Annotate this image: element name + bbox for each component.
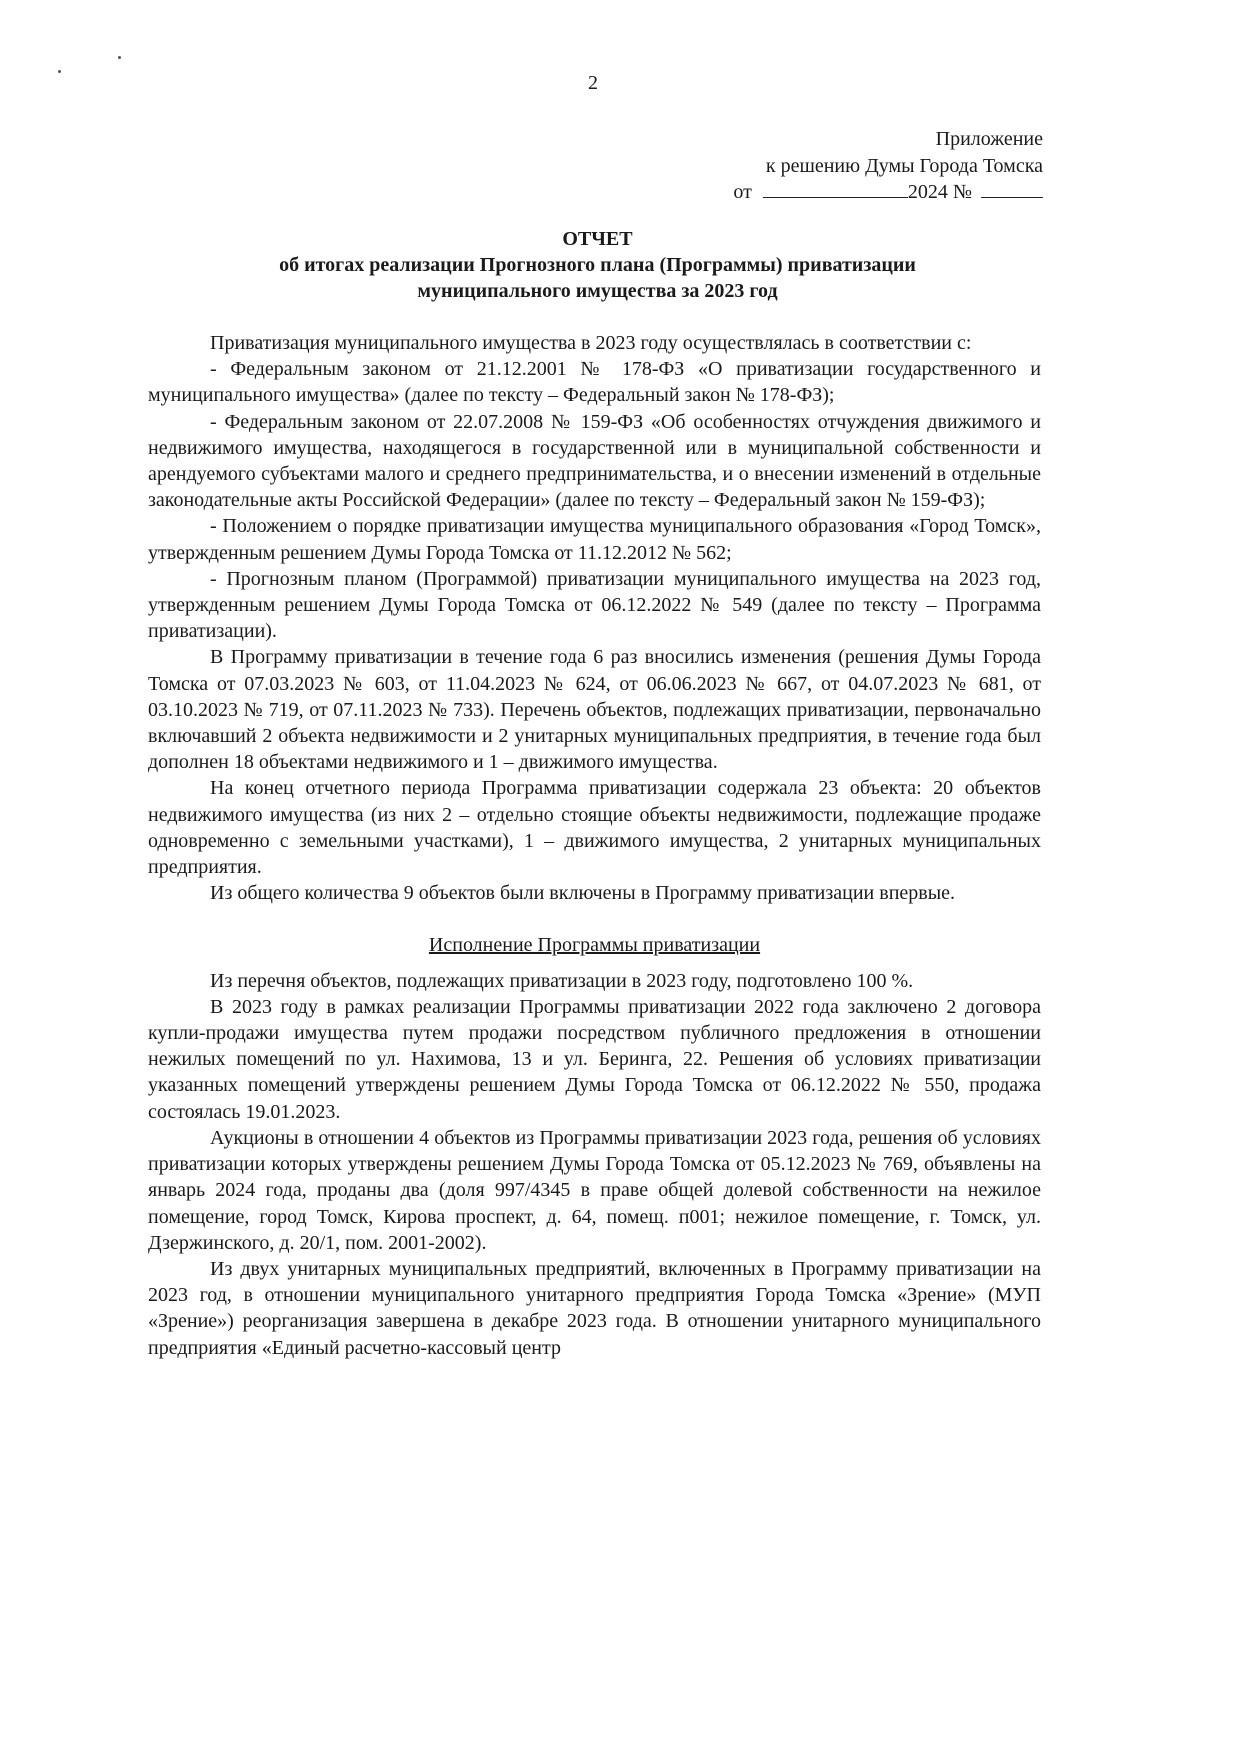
- paragraph: Приватизация муниципального имущества в 2023 году осуществлялась в соответствии с:: [210, 332, 972, 354]
- paragraph: На конец отчетного периода Программа приватизации содержала 23 объекта: 20 объектов недвижимого имущества (из них 2 – отдельно стоящие объекты недвижимости, подлежащие продаже одновременно с земельными участками), 1 – движимого имущества, 2 унитарных муниципальных предприятия.: [148, 777, 1041, 879]
- paragraph: Аукционы в отношении 4 объектов из Программы приватизации 2023 года, решения об условиях приватизации которых утверждены решением Думы Города Томска от 05.12.2023 № 769, объявлены на январь 2024 года, проданы два (доля 997/4345 в праве общей долевой собственности на нежилое помещение, город Томск, Кирова проспект, д. 64, помещ. п001; нежилое помещение, г. Томск, ул. Дзержинского, д. 20/1, пом. 2001-2002).: [148, 1126, 1041, 1254]
- scan-speck: [118, 56, 121, 59]
- document-body: [148, 330, 1041, 1361]
- section-heading: Исполнение Программы приватизации: [428, 934, 761, 957]
- scan-speck: [58, 70, 61, 73]
- title-sub-1: об итогах реализации Прогнозного плана (Программы) приватизации: [279, 254, 916, 276]
- paragraph: В Программу приватизации в течение года 6 раз вносились изменения (решения Думы Города Томска от 07.03.2023 № 603, от 11.04.2023 № 624, от 06.06.2023 № 667, от 04.07.2023 № 681, от 03.10.2023 № 719, от 07.11.2023 № 733). Перечень объектов, подлежащих приватизации, первоначально включавший 2 объекта недвижимости и 2 унитарных муниципальных предприятия, в течение года был дополнен 18 объектами недвижимого и 1 – движимого имущества.: [148, 646, 1041, 774]
- appendix-label: Приложение: [935, 128, 1043, 150]
- number-blank: [981, 179, 1043, 198]
- paragraph: - Федеральным законом от 21.12.2001 № 178-ФЗ «О приватизации государственного и муниципального имущества» (далее по тексту – Федеральный закон № 178-ФЗ);: [148, 358, 1041, 407]
- title-main: ОТЧЕТ: [562, 228, 633, 250]
- page-number: 2: [588, 72, 598, 94]
- date-blank: [763, 179, 908, 198]
- paragraph: Из перечня объектов, подлежащих приватизации в 2023 году, подготовлено 100 %.: [210, 969, 914, 992]
- appendix-block: [733, 126, 1043, 206]
- paragraph: - Прогнозным планом (Программой) приватизации муниципального имущества на 2023 год, утвержденным решением Думы Города Томска от 06.12.2022 № 549 (далее по тексту – Программа приватизации).: [148, 567, 1041, 643]
- appendix-from: от: [733, 181, 752, 203]
- paragraph: - Положением о порядке приватизации имущества муниципального образования «Город Томск», утвержденным решением Думы Города Томска от 11.12.2012 № 562;: [148, 515, 1041, 564]
- appendix-year: 2024 №: [907, 181, 972, 203]
- title-sub-2: муниципального имущества за 2023 год: [417, 280, 778, 302]
- paragraph: В 2023 году в рамках реализации Программы приватизации 2022 года заключено 2 договора купли-продажи имущества путем продажи посредством публичного предложения в отношении нежилых помещений по ул. Нахимова, 13 и ул. Беринга, 22. Решения об условиях приватизации указанных помещений утверждены решением Думы Города Томска от 06.12.2022 № 550, продажа состоялась 19.01.2023.: [148, 995, 1041, 1123]
- appendix-date-line: [733, 179, 1043, 206]
- appendix-decision: к решению Думы Города Томска: [765, 154, 1043, 177]
- paragraph: - Федеральным законом от 22.07.2008 № 159-ФЗ «Об особенностях отчуждения движимого и недвижимого имущества, находящегося в государственной или в муниципальной собственности и арендуемого субъектами малого и среднего предпринимательства, и о внесении изменений в отдельные законодательные акты Российской Федерации» (далее по тексту – Федеральный закон № 159-ФЗ);: [148, 410, 1041, 512]
- paragraph: Из двух унитарных муниципальных предприятий, включенных в Программу приватизации на 2023 год, в отношении муниципального унитарного предприятия Города Томска «Зрение» (МУП «Зрение») реорганизация завершена в декабре 2023 года. В отношении унитарного муниципального предприятия «Единый расчетно-кассовый центр: [148, 1257, 1041, 1359]
- paragraph: Из общего количества 9 объектов были включены в Программу приватизации впервые.: [210, 882, 956, 905]
- document-title: [150, 226, 1045, 304]
